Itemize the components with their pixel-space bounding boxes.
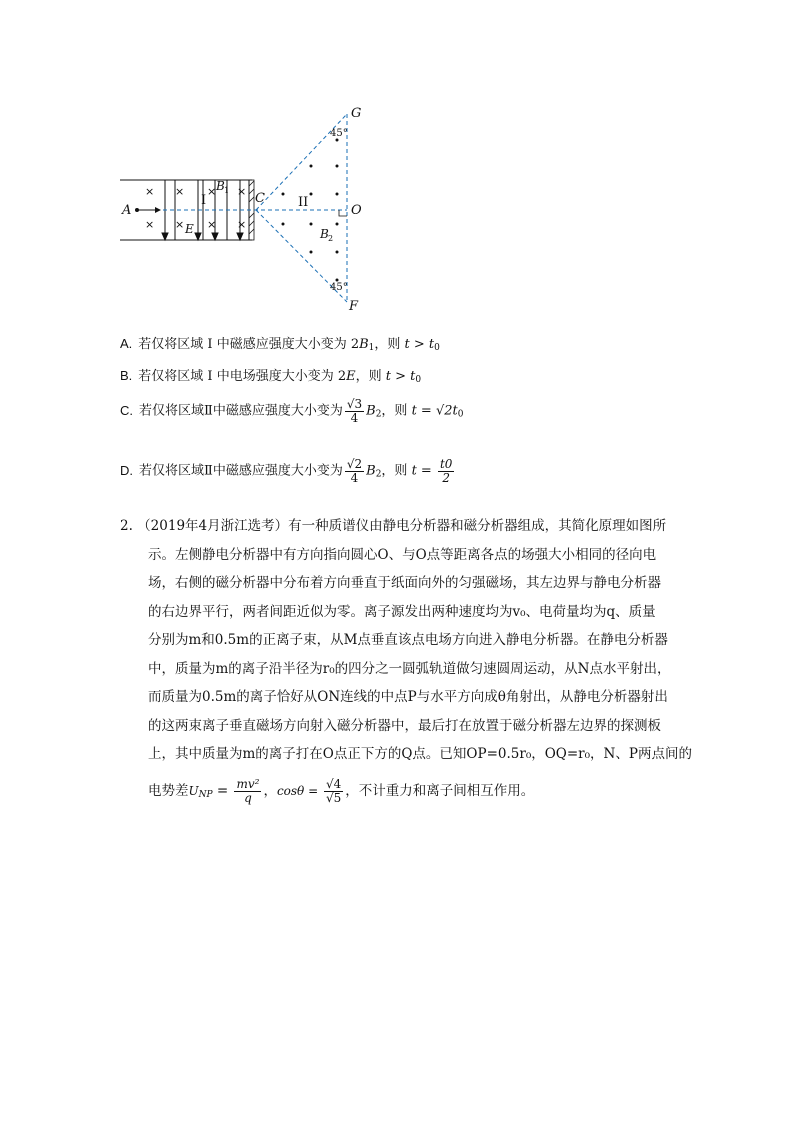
unp-fraction xyxy=(234,778,261,804)
physics-figure xyxy=(115,100,375,315)
svg-text:×: × xyxy=(237,185,247,198)
label-g: G xyxy=(351,106,362,121)
fraction-numerator: √3 xyxy=(346,397,363,411)
option-a xyxy=(120,333,440,353)
fraction-denominator: 4 xyxy=(350,470,359,485)
option-sub: 2 xyxy=(375,409,382,420)
question-line: 场，右侧的磁分析器中分布着方向垂直于纸面向外的匀强磁场，其左边界与静电分析器 xyxy=(148,575,661,591)
option-c xyxy=(120,398,463,424)
label-b2-sub: 2 xyxy=(328,234,334,243)
label-f: F xyxy=(349,299,359,314)
fraction-numerator: t0 xyxy=(439,457,453,471)
option-label: A. xyxy=(120,336,133,351)
option-fraction xyxy=(345,458,364,484)
option-result: t = xyxy=(411,463,436,479)
option-label: C. xyxy=(120,402,133,418)
cos-text: cosθ = xyxy=(276,783,322,798)
unp-var: U xyxy=(188,783,199,798)
option-fraction xyxy=(345,398,364,424)
option-result: t > t xyxy=(385,369,416,384)
comma: ， xyxy=(263,782,277,799)
option-result-sub: 0 xyxy=(415,375,422,385)
label-angle-bottom: 45° xyxy=(330,282,348,293)
question-line: 的这两束离子垂直磁场方向射入磁分析器中，最后打在放置于磁分析器左边界的探测板 xyxy=(148,717,661,734)
label-e: E xyxy=(185,222,194,236)
unp-sub: NP xyxy=(198,789,213,800)
question-line: 示。左侧静电分析器中有方向指向圆心O、与O点等距离各点的场强大小相同的径向电 xyxy=(148,546,657,563)
option-result-sub: 0 xyxy=(434,343,440,353)
label-o: O xyxy=(351,203,362,218)
option-d xyxy=(120,458,456,484)
label-region-two: II xyxy=(298,195,309,210)
question-line: 的右边界平行，两者间距近似为零。离子源发出两种速度均为v₀、电荷量均为q、质量 xyxy=(148,603,656,620)
right-angle-mark xyxy=(339,210,347,216)
option-var: B xyxy=(366,403,376,419)
fraction-denominator: √5 xyxy=(325,790,342,805)
result-fraction xyxy=(438,458,454,484)
option-result: t = √2t xyxy=(411,403,458,419)
label-b1-sub: 1 xyxy=(224,186,230,195)
question-line: 中，质量为m的离子沿半径为r₀的四分之一圆弧轨道做匀速圆周运动，从N点水平射出， xyxy=(148,660,671,677)
option-text: 若仅将区域Ⅱ中磁感应强度大小变为 xyxy=(139,463,343,479)
option-tail: ，则 xyxy=(374,337,405,352)
option-b xyxy=(120,365,421,385)
option-text: 若仅将区域 I 中电场强度大小变为 2 xyxy=(138,369,347,384)
option-result: t > t xyxy=(404,337,435,352)
option-var: B xyxy=(359,337,369,352)
last-suffix: ，不计重力和离子间相互作用。 xyxy=(345,782,535,799)
magnetic-field-crosses xyxy=(145,185,246,231)
svg-text:×: × xyxy=(145,185,155,198)
label-b2: B xyxy=(320,227,329,241)
fraction-numerator: mv² xyxy=(236,776,260,791)
unp-eq: = xyxy=(212,782,233,799)
question-last-line xyxy=(120,777,680,810)
question-line: 而质量为0.5m的离子恰好从ON连线的中点P与水平方向成θ角射出，从静电分析器射出 xyxy=(148,689,668,705)
particle-arrow xyxy=(135,207,161,213)
option-sub: 2 xyxy=(375,469,382,480)
svg-text:×: × xyxy=(207,185,217,198)
label-region-one: I xyxy=(201,193,207,208)
option-var: E xyxy=(346,369,356,384)
svg-text:×: × xyxy=(207,218,217,231)
label-a: A xyxy=(122,203,132,218)
svg-text:×: × xyxy=(175,218,185,231)
fraction-denominator: 4 xyxy=(350,410,359,425)
svg-text:×: × xyxy=(175,185,185,198)
question-line: 上，其中质量为m的离子打在O点正下方的Q点。已知OP=0.5r₀，OQ=r₀，N、P两点间的 xyxy=(148,746,692,762)
label-b1: B xyxy=(216,179,225,193)
option-sub: 1 xyxy=(368,343,375,353)
option-var: B xyxy=(366,463,376,479)
option-tail: ，则 xyxy=(381,403,412,419)
option-tail: ，则 xyxy=(355,369,386,384)
svg-text:×: × xyxy=(145,218,155,231)
option-tail: ，则 xyxy=(381,463,412,479)
fraction-denominator: q xyxy=(244,790,252,805)
last-prefix: 电势差 xyxy=(148,782,189,799)
label-c: C xyxy=(255,191,265,206)
label-angle-top: 45° xyxy=(330,128,348,139)
option-result-sub: 0 xyxy=(457,409,464,420)
option-label: B. xyxy=(120,368,133,383)
fraction-numerator: √2 xyxy=(346,457,363,471)
cos-fraction xyxy=(324,778,343,804)
option-label: D. xyxy=(120,462,133,478)
question-two xyxy=(120,512,692,809)
question-line: 2. （2019年4月浙江选考）有一种质谱仪由静电分析器和磁分析器组成，其简化原理如图所 xyxy=(120,518,667,534)
fraction-numerator: √4 xyxy=(325,776,342,791)
svg-text:×: × xyxy=(237,218,247,231)
option-text: 若仅将区域Ⅱ中磁感应强度大小变为 xyxy=(139,403,343,419)
question-line: 分别为m和0.5m的正离子束，从M点垂直该点电场方向进入静电分析器。在静电分析器 xyxy=(148,632,668,648)
option-text: 若仅将区域 I 中磁感应强度大小变为 2 xyxy=(138,337,360,352)
fraction-denominator: 2 xyxy=(442,470,450,485)
